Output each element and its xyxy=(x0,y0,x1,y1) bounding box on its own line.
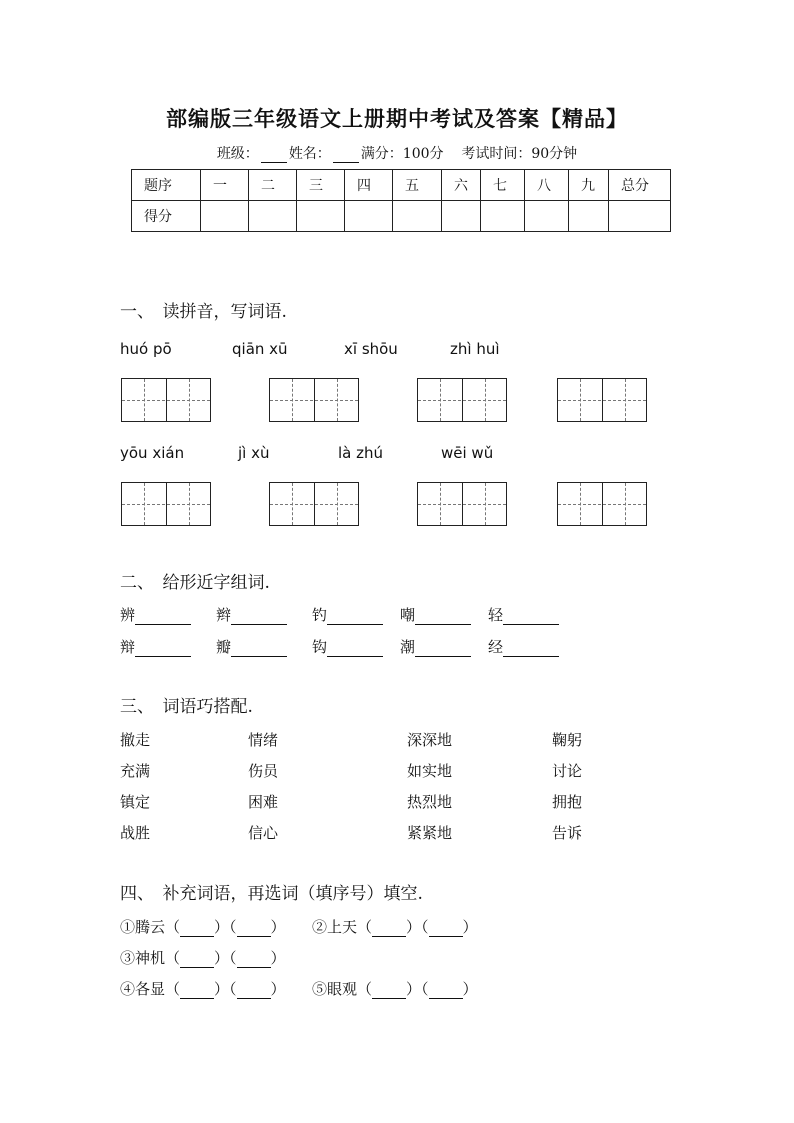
char-item: 辩 xyxy=(120,636,191,657)
section3-heading: 三、 词语巧搭配. xyxy=(120,697,253,717)
match-word: 伤员 xyxy=(248,762,279,780)
idiom-blank[interactable] xyxy=(429,986,463,999)
writing-grid[interactable] xyxy=(121,482,211,526)
score-cell[interactable] xyxy=(481,201,525,232)
pinyin-label: yōu xián xyxy=(120,444,185,462)
score-header-cell: 七 xyxy=(481,170,525,201)
writing-grid[interactable] xyxy=(121,378,211,422)
pinyin-label: wēi wǔ xyxy=(441,444,494,462)
full-score: 满分：100分 xyxy=(360,146,444,162)
char-item: 轻 xyxy=(488,604,559,625)
idiom-item: ④各显（ ）（ ） xyxy=(120,980,286,998)
answer-line[interactable] xyxy=(503,642,559,657)
idiom-blank[interactable] xyxy=(237,924,271,937)
score-header-cell: 二 xyxy=(249,170,297,201)
score-header-cell: 五 xyxy=(393,170,442,201)
score-header-cell: 一 xyxy=(201,170,249,201)
score-cell[interactable] xyxy=(249,201,297,232)
match-word: 紧紧地 xyxy=(407,824,453,842)
score-table-header-row xyxy=(132,170,671,201)
section4-heading: 四、 补充词语，再选词（填序号）填空. xyxy=(120,884,423,904)
writing-grid[interactable] xyxy=(557,482,647,526)
idiom-item: ⑤眼观（ ）（ ） xyxy=(312,980,478,998)
score-row-label: 得分 xyxy=(132,201,201,232)
exam-info-line xyxy=(0,143,794,163)
writing-grid[interactable] xyxy=(269,482,359,526)
score-cell[interactable] xyxy=(525,201,569,232)
class-label: 班级： xyxy=(216,146,259,162)
answer-line[interactable] xyxy=(231,610,287,625)
match-word: 充满 xyxy=(120,762,151,780)
score-header-cell: 八 xyxy=(525,170,569,201)
char-item: 瓣 xyxy=(216,636,287,657)
answer-line[interactable] xyxy=(415,642,471,657)
match-word: 热烈地 xyxy=(407,793,453,811)
match-word: 如实地 xyxy=(407,762,453,780)
idiom-blank[interactable] xyxy=(180,955,214,968)
match-word: 战胜 xyxy=(120,824,151,842)
char-item: 潮 xyxy=(400,636,471,657)
idiom-blank[interactable] xyxy=(372,924,406,937)
pinyin-label: là zhú xyxy=(338,444,384,462)
idiom-item: ①腾云（ ）（ ） xyxy=(120,918,286,936)
answer-line[interactable] xyxy=(135,610,191,625)
score-cell[interactable] xyxy=(442,201,481,232)
score-cell[interactable] xyxy=(393,201,442,232)
answer-line[interactable] xyxy=(231,642,287,657)
section1-heading: 一、 读拼音，写词语. xyxy=(120,302,287,322)
pinyin-label: jì xù xyxy=(238,444,270,462)
writing-grid[interactable] xyxy=(417,482,507,526)
char-item: 辫 xyxy=(216,604,287,625)
idiom-item: ③神机（ ）（ ） xyxy=(120,949,286,967)
answer-line[interactable] xyxy=(415,610,471,625)
idiom-item: ②上天（ ）（ ） xyxy=(312,918,478,936)
pinyin-label: zhì huì xyxy=(450,340,500,358)
score-header-cell: 六 xyxy=(442,170,481,201)
score-cell[interactable] xyxy=(569,201,609,232)
writing-grid[interactable] xyxy=(269,378,359,422)
score-header-cell: 总分 xyxy=(609,170,671,201)
match-word: 镇定 xyxy=(120,793,151,811)
exam-time: 考试时间：90分钟 xyxy=(461,146,578,162)
page-title: 部编版三年级语文上册期中考试及答案【精品】 xyxy=(166,106,628,131)
answer-line[interactable] xyxy=(327,642,383,657)
score-cell[interactable] xyxy=(201,201,249,232)
score-table xyxy=(131,169,671,232)
answer-line[interactable] xyxy=(135,642,191,657)
idiom-blank[interactable] xyxy=(237,986,271,999)
match-word: 讨论 xyxy=(552,762,583,780)
score-header-cell: 九 xyxy=(569,170,609,201)
answer-line[interactable] xyxy=(327,610,383,625)
char-item: 辨 xyxy=(120,604,191,625)
match-word: 信心 xyxy=(248,824,279,842)
score-header-cell: 题序 xyxy=(132,170,201,201)
idiom-blank[interactable] xyxy=(429,924,463,937)
char-item: 钓 xyxy=(312,604,383,625)
class-blank[interactable] xyxy=(261,148,287,163)
char-item: 经 xyxy=(488,636,559,657)
score-header-cell: 四 xyxy=(345,170,393,201)
idiom-blank[interactable] xyxy=(180,924,214,937)
pinyin-label: huó pō xyxy=(120,340,172,358)
score-cell[interactable] xyxy=(297,201,345,232)
writing-grid[interactable] xyxy=(417,378,507,422)
match-word: 撤走 xyxy=(120,731,151,749)
pinyin-label: qiān xū xyxy=(232,340,288,358)
score-table-score-row xyxy=(132,201,671,232)
idiom-blank[interactable] xyxy=(237,955,271,968)
match-word: 深深地 xyxy=(407,731,453,749)
match-word: 情绪 xyxy=(248,731,279,749)
score-header-cell: 三 xyxy=(297,170,345,201)
match-word: 拥抱 xyxy=(552,793,583,811)
score-cell[interactable] xyxy=(609,201,671,232)
pinyin-label: xī shōu xyxy=(344,340,398,358)
match-word: 告诉 xyxy=(552,824,583,842)
match-word: 鞠躬 xyxy=(552,731,583,749)
score-cell[interactable] xyxy=(345,201,393,232)
section2-heading: 二、 给形近字组词. xyxy=(120,573,270,593)
match-word: 困难 xyxy=(248,793,279,811)
name-label: 姓名： xyxy=(288,146,331,162)
name-blank[interactable] xyxy=(333,148,359,163)
writing-grid[interactable] xyxy=(557,378,647,422)
char-item: 钩 xyxy=(312,636,383,657)
idiom-blank[interactable] xyxy=(372,986,406,999)
answer-line[interactable] xyxy=(503,610,559,625)
char-item: 嘲 xyxy=(400,604,471,625)
idiom-blank[interactable] xyxy=(180,986,214,999)
